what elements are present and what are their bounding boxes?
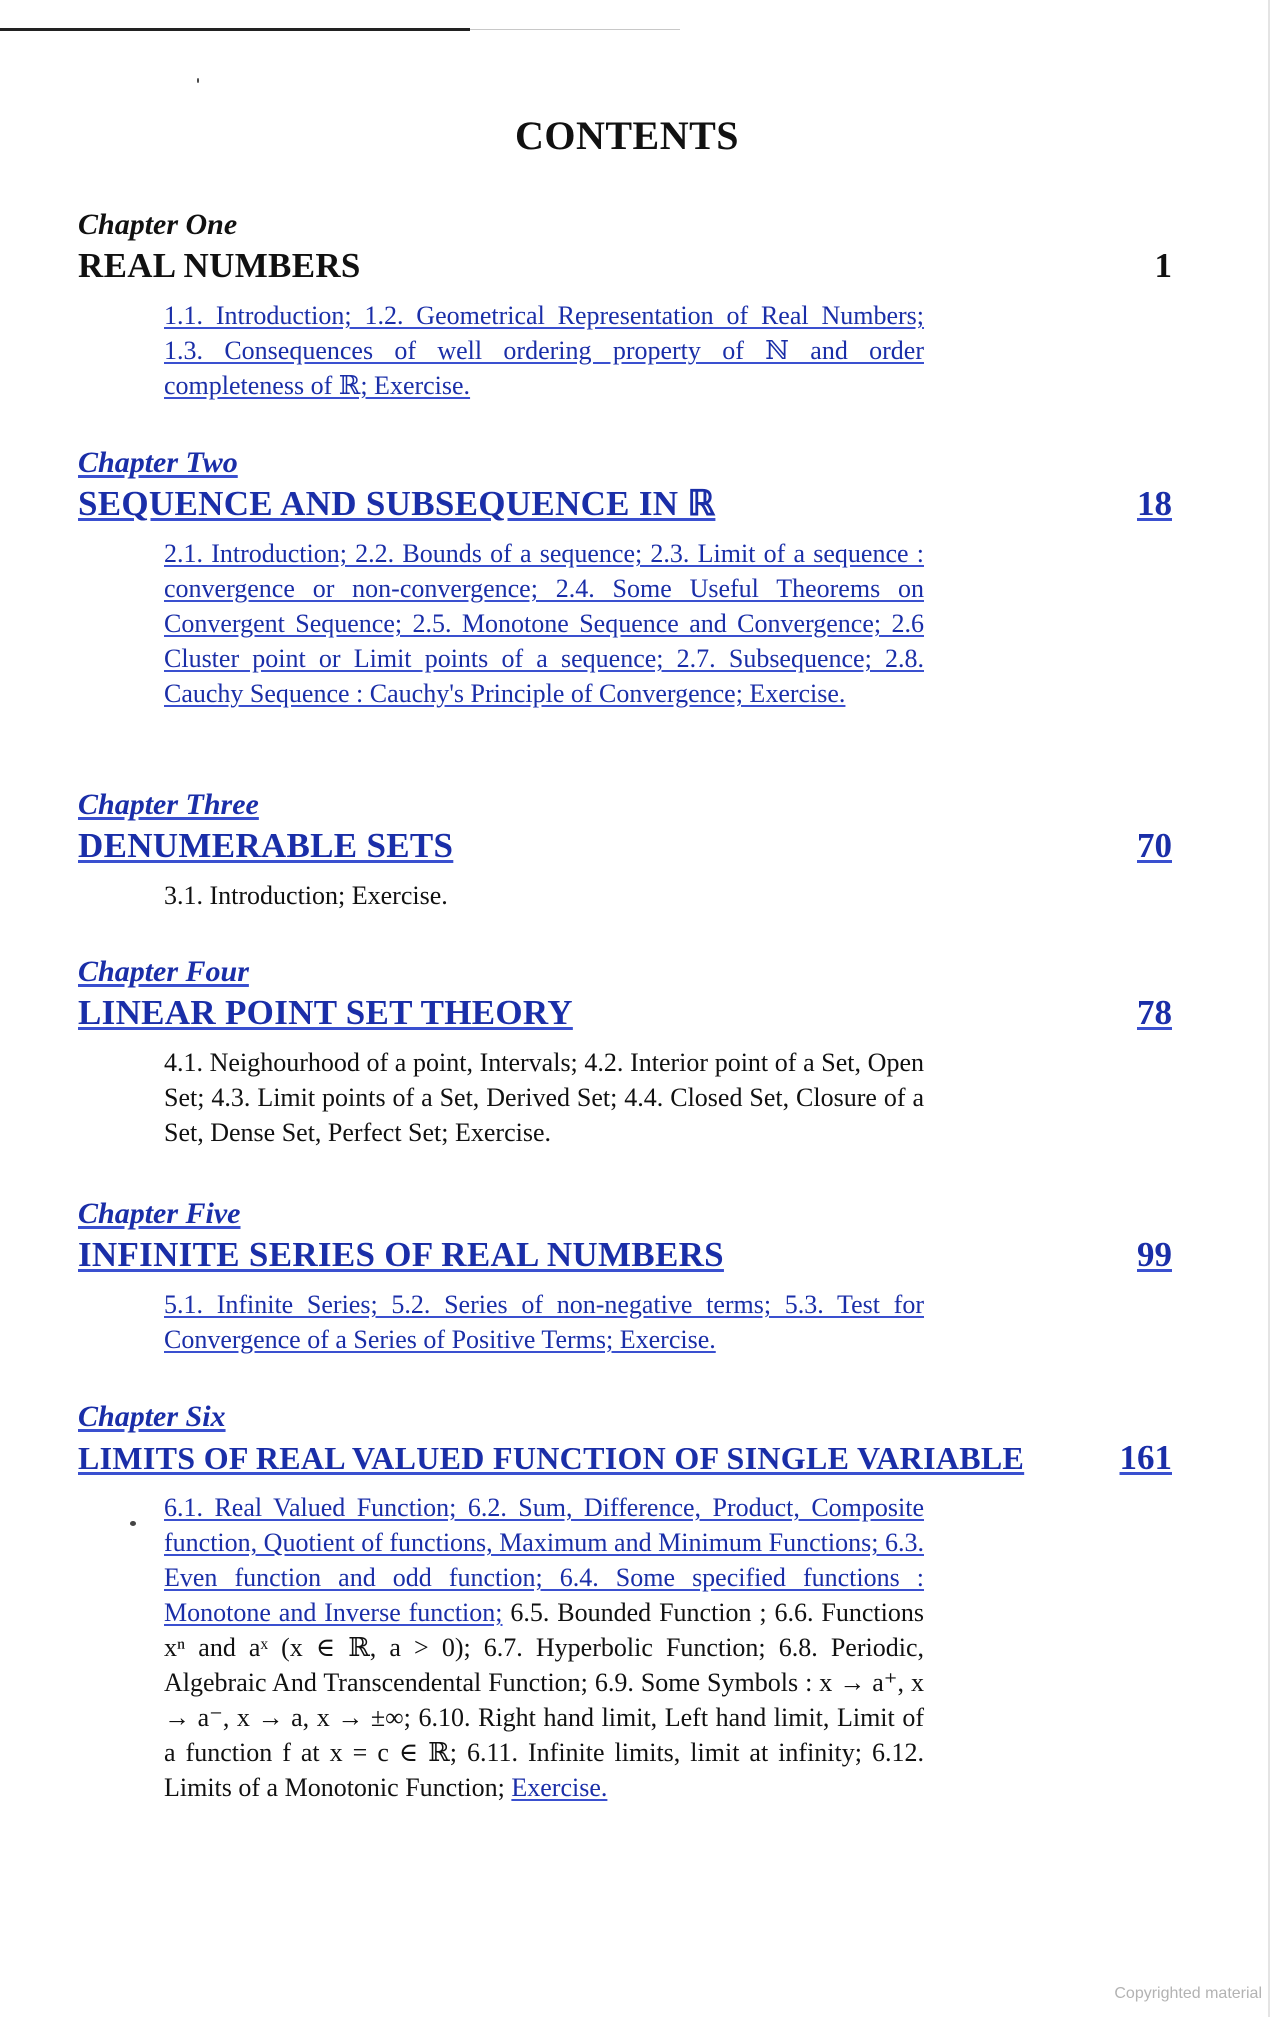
chapter-title-link[interactable]: INFINITE SERIES OF REAL NUMBERS [78, 1235, 724, 1274]
chapter-page-link[interactable]: 99 [1137, 1235, 1172, 1274]
chapter-label-link[interactable]: Chapter Three [78, 788, 259, 821]
chapter-page-link[interactable]: 18 [1137, 484, 1172, 523]
top-rule-faint [470, 29, 680, 30]
scan-speck [197, 78, 199, 83]
chapter-two [78, 446, 1178, 711]
chapter-description: 4.1. Neighourhood of a point, Intervals; 4.2. Interior point of a Set, Open Set; 4.3. Limit points of a Set, Derived Set; 4.4. Closed Set, Closure of a Set, Dense Set, Perfect Set; Exercise. [164, 1048, 924, 1147]
chapter-description-link[interactable]: 5.1. Infinite Series; 5.2. Series of non-negative terms; 5.3. Test for Convergence of a Series of Positive Terms; Exercise. [164, 1290, 924, 1354]
chapter-page-number: 1 [1154, 246, 1172, 285]
chapter-page-link[interactable]: 70 [1137, 826, 1172, 865]
chapter-three [78, 788, 1178, 913]
chapter-description-text: 6.5. Bounded Function ; 6.6. Functions xⁿ and aˣ (x ∈ ℝ, a > 0); 6.7. Hyperbolic Function; 6.8. Periodic, Algebraic And Transcendental Function; 6.9. Some Symbols : x → a⁺, x → a⁻, x → a, x → ±∞; 6.10. Right hand limit, Left hand limit, Limit of a function f at x = c ∈ ℝ; 6.11. Infinite limits, limit at infinity; 6.12. Limits of a Monotonic Function; [164, 1598, 924, 1802]
copyright-footer: Copyrighted material [1114, 1985, 1262, 2002]
page-edge [1268, 0, 1270, 2017]
chapter-one [78, 208, 1178, 403]
chapter-title-link[interactable]: DENUMERABLE SETS [78, 826, 454, 865]
chapter-label: Chapter One [78, 208, 238, 241]
chapter-page-link[interactable]: 161 [1119, 1438, 1172, 1477]
page-title: CONTENTS [514, 113, 740, 158]
chapter-title-link[interactable]: LINEAR POINT SET THEORY [78, 993, 573, 1032]
chapter-five [78, 1197, 1178, 1357]
chapter-description-link[interactable]: 1.1. Introduction; 1.2. Geometrical Representation of Real Numbers; 1.3. Consequences of well ordering property of ℕ and order completeness of ℝ; Exercise. [164, 301, 924, 400]
top-rule [0, 28, 470, 31]
chapter-title-link[interactable]: SEQUENCE AND SUBSEQUENCE IN ℝ [78, 484, 716, 523]
chapter-page-link[interactable]: 78 [1137, 993, 1172, 1032]
chapter-title-link[interactable]: LIMITS OF REAL VALUED FUNCTION OF SINGLE VARIABLE [78, 1440, 1025, 1476]
chapter-description-link[interactable]: 2.1. Introduction; 2.2. Bounds of a sequence; 2.3. Limit of a sequence : convergence or non-convergence; 2.4. Some Useful Theorems on Convergent Sequence; 2.5. Monotone Sequence and Convergence; 2.6 Cluster point or Limit points of a sequence; 2.7. Subsequence; 2.8. Cauchy Sequence : Cauchy's Principle of Convergence; Exercise. [164, 539, 924, 708]
chapter-title: REAL NUMBERS [78, 246, 361, 285]
scan-speck [130, 1521, 136, 1526]
chapter-label-link[interactable]: Chapter Five [78, 1197, 241, 1230]
chapter-description-link[interactable]: 6.1. Real Valued Function; 6.2. Sum, Difference, Product, Composite function, Quotient of functions, Maximum and Minimum Functions; 6.3. Even function and odd function; 6.4. Some specified functions : Monotone and Inverse function; [164, 1493, 924, 1627]
chapter-four [78, 955, 1178, 1150]
chapter-label-link[interactable]: Chapter Four [78, 955, 249, 988]
chapter-description: 3.1. Introduction; Exercise. [164, 881, 448, 910]
chapter-six [78, 1400, 1178, 1805]
chapter-label-link[interactable]: Chapter Two [78, 446, 238, 479]
exercise-link[interactable]: Exercise. [511, 1773, 608, 1802]
chapter-label-link[interactable]: Chapter Six [78, 1400, 226, 1433]
chapter-description [164, 1490, 924, 1805]
